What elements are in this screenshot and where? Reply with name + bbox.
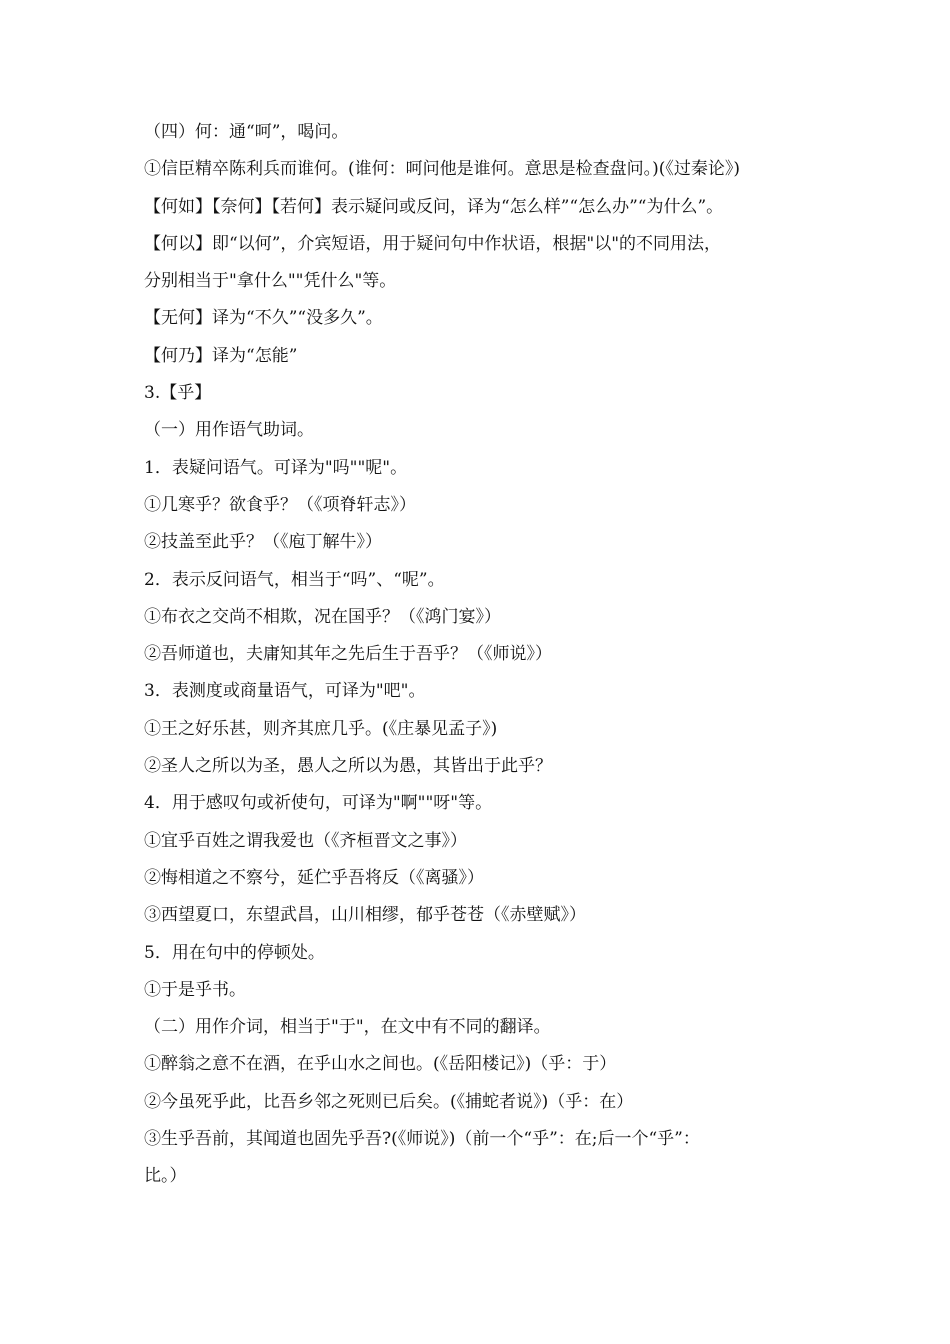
text-line: ③生乎吾前，其闻道也固先乎吾?(《师说》)（前一个“乎”：在;后一个“乎”： (144, 1129, 700, 1150)
text-line: 【何如】【奈何】【若何】表示疑问或反问，译为“怎么样”“怎么办”“为什么”。 (144, 196, 724, 217)
text-line: ②技盖至此乎？（《庖丁解牛》） (144, 532, 382, 553)
text-line: 比。） (144, 1166, 187, 1187)
text-line: ①布衣之交尚不相欺，况在国乎？（《鸿门宴》） (144, 606, 501, 627)
text-line: ③西望夏口，东望武昌，山川相缪，郁乎苍苍（《赤壁赋》） (144, 905, 586, 926)
text-line: ①于是乎书。 (144, 979, 246, 1000)
text-line: 【何以】即“以何”，介宾短语，用于疑问句中作状语，根据"以"的不同用法， (144, 233, 722, 254)
text-line: ①醉翁之意不在酒，在乎山水之间也。(《岳阳楼记》)（乎：于） (144, 1054, 617, 1075)
text-line: ①几寒乎？欲食乎？（《项脊轩志》） (144, 494, 416, 515)
text-line: ②吾师道也，夫庸知其年之先后生于吾乎？（《师说》） (144, 644, 552, 665)
document-page (144, 114, 824, 1196)
text-line: ②悔相道之不察兮，延伫乎吾将反（《离骚》） (144, 867, 484, 888)
text-line: （一）用作语气助词。 (144, 420, 314, 441)
text-line: 分别相当于"拿什么""凭什么"等。 (144, 271, 397, 292)
text-line: 1．表疑问语气。可译为"吗""呢"。 (144, 457, 408, 478)
text-line: 2．表示反问语气，相当于“吗”、“呢”。 (144, 569, 445, 590)
text-line: ②今虽死乎此，比吾乡邻之死则已后矣。(《捕蛇者说》)（乎：在） (144, 1091, 634, 1112)
text-line: 【何乃】译为“怎能” (144, 345, 298, 366)
text-line: ①宜乎百姓之谓我爱也（《齐桓晋文之事》） (144, 830, 467, 851)
text-line: ①王之好乐甚，则齐其庶几乎。(《庄暴见孟子》) (144, 718, 498, 739)
text-line: 3．表测度或商量语气，可译为"吧"。 (144, 681, 426, 702)
text-line: 5．用在句中的停顿处。 (144, 942, 325, 963)
text-line: 4．用于感叹句或祈使句，可译为"啊""呀"等。 (144, 793, 493, 814)
text-line: ①信臣精卒陈利兵而谁何。(谁何：呵问他是谁何。意思是检查盘问。)(《过秦论》) (144, 159, 741, 180)
text-line: （四）何：通“呵”，喝问。 (144, 122, 349, 142)
section-heading: 3.【乎】 (144, 383, 212, 404)
text-line: 【无何】译为“不久”“没多久”。 (144, 308, 383, 329)
text-line: ②圣人之所以为圣，愚人之所以为愚，其皆出于此乎？ (144, 756, 552, 777)
text-line: （二）用作介词，相当于"于"，在文中有不同的翻译。 (144, 1017, 551, 1038)
